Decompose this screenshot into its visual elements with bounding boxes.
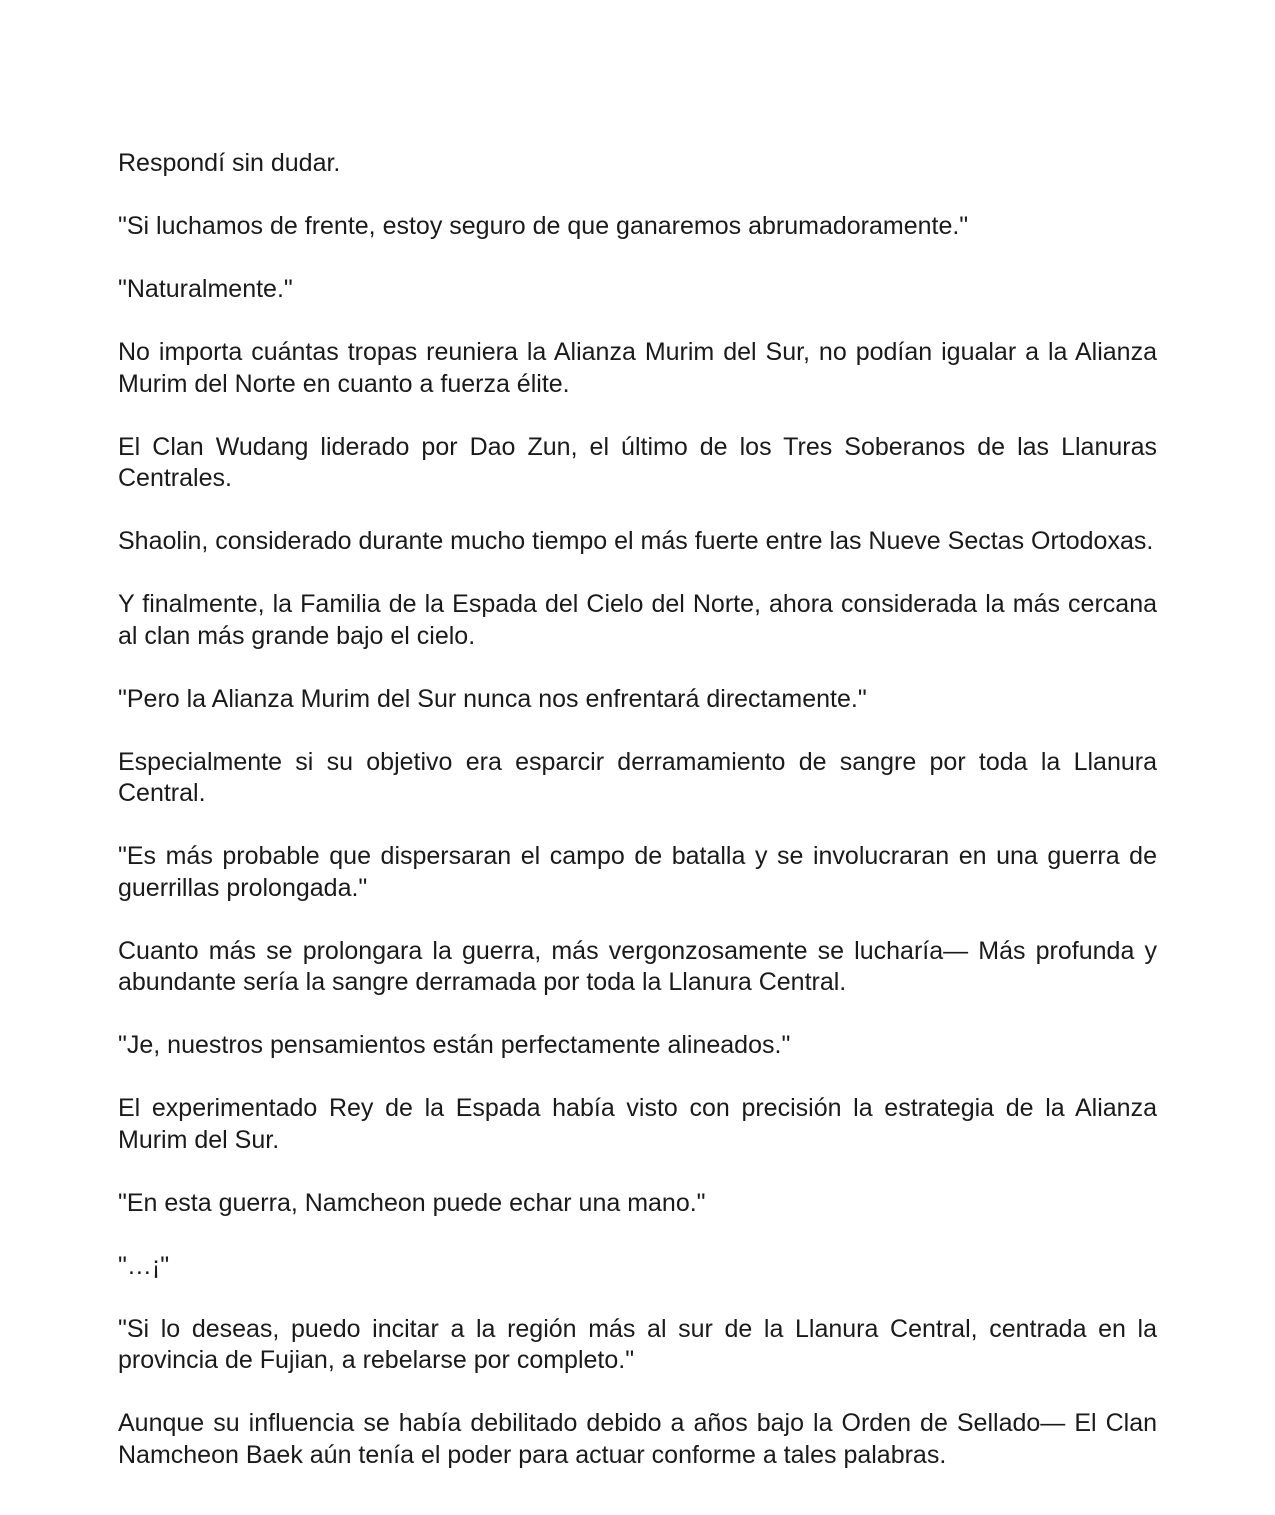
paragraph-4: No importa cuántas tropas reuniera la Alianza Murim del Sur, no podían igualar a la Alianza Murim del Norte en cuanto a fuerza élite. bbox=[118, 338, 1157, 398]
paragraph-2: "Si luchamos de frente, estoy seguro de que ganaremos abrumadoramente." bbox=[118, 212, 969, 240]
paragraph-3: "Naturalmente." bbox=[118, 275, 293, 303]
paragraph-5: El Clan Wudang liderado por Dao Zun, el último de los Tres Soberanos de las Llanuras Centrales. bbox=[118, 432, 1157, 492]
paragraph-7: Y finalmente, la Familia de la Espada del Cielo del Norte, ahora considerada la más cercana al clan más grande bajo el cielo. bbox=[118, 590, 1157, 650]
paragraph-6: Shaolin, considerado durante mucho tiempo el más fuerte entre las Nueve Sectas Ortodoxas. bbox=[118, 527, 1154, 555]
paragraph-15: "…¡" bbox=[118, 1251, 170, 1280]
paragraph-13: El experimentado Rey de la Espada había visto con precisión la estrategia de la Alianza Murim del Sur. bbox=[118, 1094, 1157, 1154]
paragraph-12: "Je, nuestros pensamientos están perfectamente alineados." bbox=[118, 1031, 791, 1059]
paragraph-8: "Pero la Alianza Murim del Sur nunca nos enfrentará directamente." bbox=[118, 684, 867, 713]
paragraph-1: Respondí sin dudar. bbox=[118, 149, 341, 177]
paragraph-14: "En esta guerra, Namcheon puede echar una mano." bbox=[118, 1188, 706, 1217]
document-page bbox=[118, 148, 1157, 1471]
paragraph-11: Cuanto más se prolongara la guerra, más vergonzosamente se lucharía— Más profunda y abundante sería la sangre derramada por toda la Llanura Central. bbox=[118, 936, 1157, 996]
paragraph-10: "Es más probable que dispersaran el campo de batalla y se involucraran en una guerra de guerrillas prolongada." bbox=[118, 842, 1157, 902]
paragraph-17: Aunque su influencia se había debilitado debido a años bajo la Orden de Sellado— El Clan Namcheon Baek aún tenía el poder para actuar conforme a tales palabras. bbox=[118, 1409, 1157, 1469]
paragraph-9: Especialmente si su objetivo era esparcir derramamiento de sangre por toda la Llanura Central. bbox=[118, 747, 1157, 807]
paragraph-16: "Si lo deseas, puedo incitar a la región más al sur de la Llanura Central, centrada en la provincia de Fujian, a rebelarse por completo." bbox=[118, 1314, 1157, 1374]
